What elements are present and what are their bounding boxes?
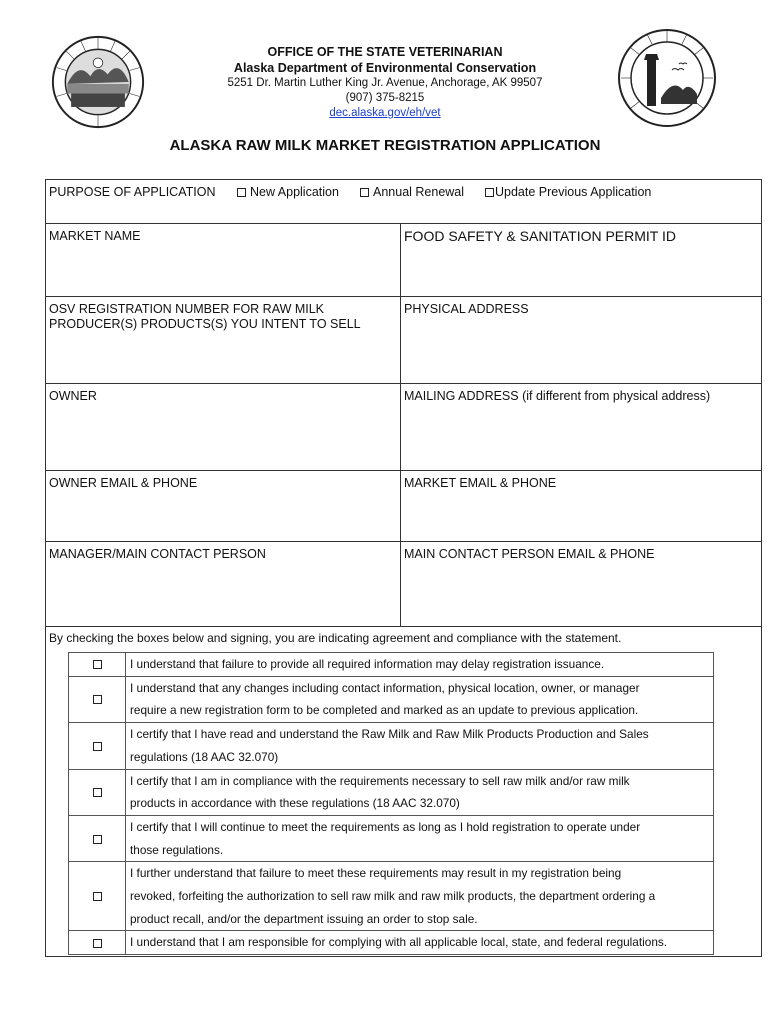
- agreement-text: I certify that I am in compliance with the requirements necessary to sell raw milk and/or raw milk products in accordance with these regulations (18 AAC 32.070): [126, 769, 714, 815]
- agreement-row: [69, 723, 714, 769]
- checkbox-icon[interactable]: [93, 742, 102, 751]
- checkbox-icon[interactable]: [485, 188, 494, 197]
- alaska-state-seal: [50, 34, 146, 130]
- department-name: Alaska Department of Environmental Conservation: [233, 61, 537, 75]
- mailing-address-field[interactable]: MAILING ADDRESS (if different from physical address): [404, 389, 711, 403]
- option-update-previous[interactable]: Update Previous Application: [485, 185, 651, 199]
- letterhead: [170, 44, 600, 121]
- owner-email-phone-field[interactable]: OWNER EMAIL & PHONE: [46, 471, 401, 541]
- agreement-checkbox[interactable]: [69, 653, 126, 677]
- agreement-text: I further understand that failure to meet these requirements may result in my registration being revoked, forfeiting the authorization to sell raw milk and raw milk products, the department ordering a product recall, and/or the department issuing an order to stop sale.: [126, 862, 714, 931]
- permit-id-field[interactable]: FOOD SAFETY & SANITATION PERMIT ID: [404, 228, 676, 244]
- owner-field[interactable]: OWNER: [46, 384, 401, 470]
- agreement-checkbox[interactable]: [69, 676, 126, 722]
- agreement-checkbox[interactable]: [69, 862, 126, 931]
- market-name-field[interactable]: MARKET NAME: [46, 224, 401, 296]
- agreement-checkbox[interactable]: [69, 931, 126, 955]
- agreement-text: I understand that failure to provide all required information may delay registration issuance.: [126, 653, 714, 677]
- agreement-text: I understand that any changes including contact information, physical location, owner, or manager require a new registration form to be completed and marked as an update to previous application.: [126, 676, 714, 722]
- agreement-row: [69, 931, 714, 955]
- field-row: [46, 297, 761, 384]
- agreement-text: I certify that I have read and understand the Raw Milk and Raw Milk Products Production and Sales regulations (18 AAC 32.070): [126, 723, 714, 769]
- checkbox-icon[interactable]: [237, 188, 246, 197]
- agreement-row: [69, 676, 714, 722]
- option-annual-renewal[interactable]: Annual Renewal: [360, 185, 464, 199]
- physical-address-field[interactable]: PHYSICAL ADDRESS: [404, 302, 529, 316]
- agreement-table: [68, 652, 714, 955]
- office-name: OFFICE OF THE STATE VETERINARIAN: [267, 45, 503, 59]
- manager-contact-field[interactable]: MANAGER/MAIN CONTACT PERSON: [46, 542, 401, 626]
- checkbox-icon[interactable]: [93, 788, 102, 797]
- agreement-checkbox[interactable]: [69, 723, 126, 769]
- field-row: [46, 542, 761, 627]
- agreement-row: [69, 815, 714, 861]
- agreement-checkbox[interactable]: [69, 815, 126, 861]
- form-title: ALASKA RAW MILK MARKET REGISTRATION APPLICATION: [169, 137, 601, 154]
- checkbox-icon[interactable]: [93, 892, 102, 901]
- agreement-checkbox[interactable]: [69, 769, 126, 815]
- application-form: [45, 179, 762, 957]
- checkbox-icon[interactable]: [93, 695, 102, 704]
- checkbox-icon[interactable]: [360, 188, 369, 197]
- osv-registration-field[interactable]: OSV REGISTRATION NUMBER FOR RAW MILK PRODUCER(S) PRODUCTS(S) YOU INTENT TO SELL: [46, 297, 401, 383]
- checkbox-icon[interactable]: [93, 835, 102, 844]
- purpose-row: [46, 180, 761, 224]
- checkbox-icon[interactable]: [93, 939, 102, 948]
- agreement-intro: By checking the boxes below and signing, you are indicating agreement and compliance with the statement.: [49, 631, 622, 645]
- contact-email-phone-field[interactable]: MAIN CONTACT PERSON EMAIL & PHONE: [404, 547, 655, 561]
- field-row: [46, 471, 761, 542]
- option-new-application[interactable]: New Application: [237, 185, 339, 199]
- agreement-text: I certify that I will continue to meet the requirements as long as I hold registration to operate under those regulations.: [126, 815, 714, 861]
- office-phone: (907) 375-8215: [345, 92, 425, 104]
- agreement-text: I understand that I am responsible for complying with all applicable local, state, and federal regulations.: [126, 931, 714, 955]
- market-email-phone-field[interactable]: MARKET EMAIL & PHONE: [404, 476, 557, 490]
- website-link[interactable]: dec.alaska.gov/eh/vet: [329, 107, 441, 119]
- agreement-row: [69, 769, 714, 815]
- field-row: [46, 224, 761, 297]
- agreement-row: [69, 653, 714, 677]
- field-row: [46, 384, 761, 471]
- office-address: 5251 Dr. Martin Luther King Jr. Avenue, Anchorage, AK 99507: [227, 77, 543, 89]
- dec-department-seal: [617, 28, 717, 128]
- purpose-label: PURPOSE OF APPLICATION: [49, 185, 216, 199]
- agreement-row: [69, 862, 714, 931]
- checkbox-icon[interactable]: [93, 660, 102, 669]
